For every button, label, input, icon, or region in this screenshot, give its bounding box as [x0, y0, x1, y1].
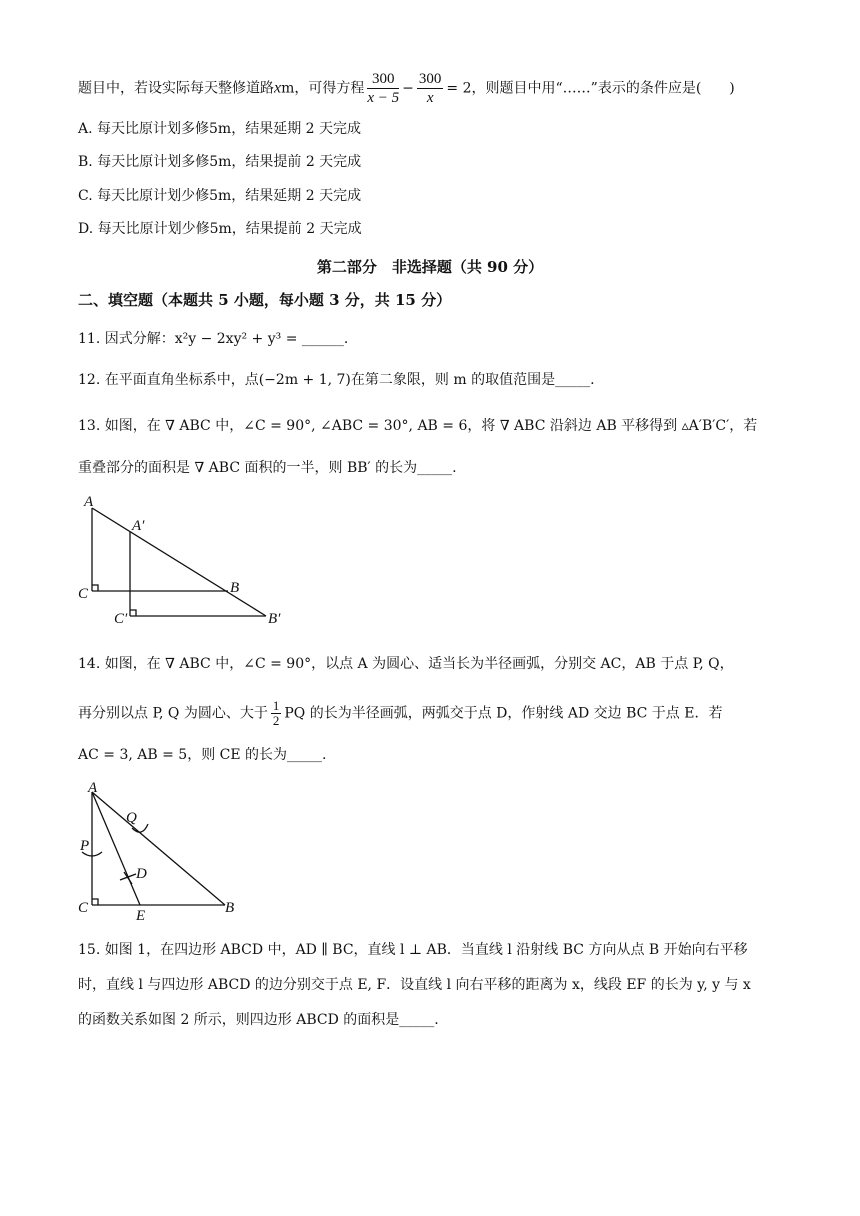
q14-half-den: 2: [272, 713, 280, 728]
q14-label-q: Q: [126, 810, 137, 826]
part2-title: 第二部分 非选择题（共 90 分）: [316, 258, 544, 276]
q14-half-fraction: [271, 699, 282, 728]
q10-fraction-1: [367, 70, 399, 107]
q14-label-a: A: [88, 780, 98, 796]
q10-stem-before: 题目中，若设实际每天整修道路: [78, 80, 274, 97]
section2-title: 二、填空题（本题共 5 小题，每小题 3 分，共 15 分）: [78, 291, 452, 309]
q13-right-angle-c: [92, 585, 98, 591]
q15-line2: 时，直线 l 与四边形 ABCD 的边分别交于点 E, F．设直线 l 向右平移的距离为 x，线段 EF 的长为 y, y 与 x: [78, 977, 751, 993]
q14-line3: AC = 3, AB = 5，则 CE 的长为_____.: [78, 747, 327, 763]
q15-line1: 15. 如图 1，在四边形 ABCD 中，AD ∥ BC，直线 l ⊥ AB．当直线 l 沿射线 BC 方向从点 B 开始向右平移: [78, 942, 748, 958]
q13-label-a1: A′: [132, 518, 145, 534]
q10-fraction-1-den: x − 5: [367, 90, 400, 106]
q13-label-b1: B′: [268, 611, 281, 627]
q14-side-ab: [92, 792, 225, 905]
q13-line2: 重叠部分的面积是 ∇ ABC 面积的一半，则 BB′ 的长为_____.: [78, 460, 457, 476]
q14-line2-a: 再分别以点 P, Q 为圆心、大于: [78, 705, 268, 722]
q14-ray-ae: [92, 792, 140, 905]
q13-line1: 13. 如图，在 ∇ ABC 中，∠C = 90°, ∠ABC = 30°, AB = 6，将 ∇ ABC 沿斜边 AB 平移得到 ▵A′B′C′，若: [78, 418, 758, 434]
q13-label-c1: C′: [114, 611, 128, 627]
q12-text: 12. 在平面直角坐标系中，点(−2m + 1, 7)在第二象限，则 m 的取值范围是_____.: [78, 372, 595, 388]
q10-minus: −: [402, 80, 414, 97]
q14-line2-b: PQ 的长为半径画弧，两弧交于点 D，作射线 AD 交边 BC 于点 E．若: [284, 705, 723, 722]
q10-unit: m，可得方程: [281, 80, 365, 97]
q13-label-b: B: [230, 580, 240, 596]
q10-fraction-2-num: 300: [418, 71, 442, 87]
q10-fraction-2: [417, 70, 444, 107]
q13-figure: [70, 490, 300, 630]
q10-var: x: [274, 79, 282, 97]
q10-fraction-1-num: 300: [367, 70, 399, 89]
q14-label-p: P: [80, 838, 90, 854]
q13-hypotenuse-ab-b1: [92, 508, 266, 616]
q14-right-angle-c: [92, 899, 98, 905]
q15-line3: 的函数关系如图 2 所示，则四边形 ABCD 的面积是_____.: [78, 1012, 439, 1028]
q10-option-c: C. 每天比原计划少修5m，结果延期 2 天完成: [78, 188, 362, 204]
q13-label-c: C: [78, 586, 89, 602]
q10-option-b: B. 每天比原计划多修5m，结果提前 2 天完成: [78, 154, 362, 170]
q13-label-a: A: [84, 494, 94, 510]
q10-eq-rhs: = 2: [446, 80, 472, 97]
q10-option-a: A. 每天比原计划多修5m，结果延期 2 天完成: [78, 121, 361, 137]
q11-text: 11. 因式分解：x²y − 2xy² + y³ = ______.: [78, 331, 349, 347]
q14-label-c: C: [78, 900, 89, 916]
q10-stem-after: ，则题目中用“……”表示的条件应是( ): [471, 80, 735, 97]
q10-option-d: D. 每天比原计划少修5m，结果提前 2 天完成: [78, 221, 362, 237]
q14-line1: 14. 如图，在 ∇ ABC 中，∠C = 90°，以点 A 为圆心、适当长为半径画弧，分别交 AC，AB 于点 P, Q，: [78, 656, 734, 672]
q14-half-num: 1: [272, 698, 280, 713]
q10-stem: [78, 70, 735, 107]
q13-right-angle-c1: [130, 610, 136, 616]
q14-figure: [70, 780, 250, 925]
q14-label-e: E: [136, 908, 146, 924]
q14-label-b: B: [225, 900, 235, 916]
q14-line2: [78, 699, 722, 728]
q14-label-d: D: [136, 866, 147, 882]
q10-fraction-2-den: x: [426, 90, 434, 106]
